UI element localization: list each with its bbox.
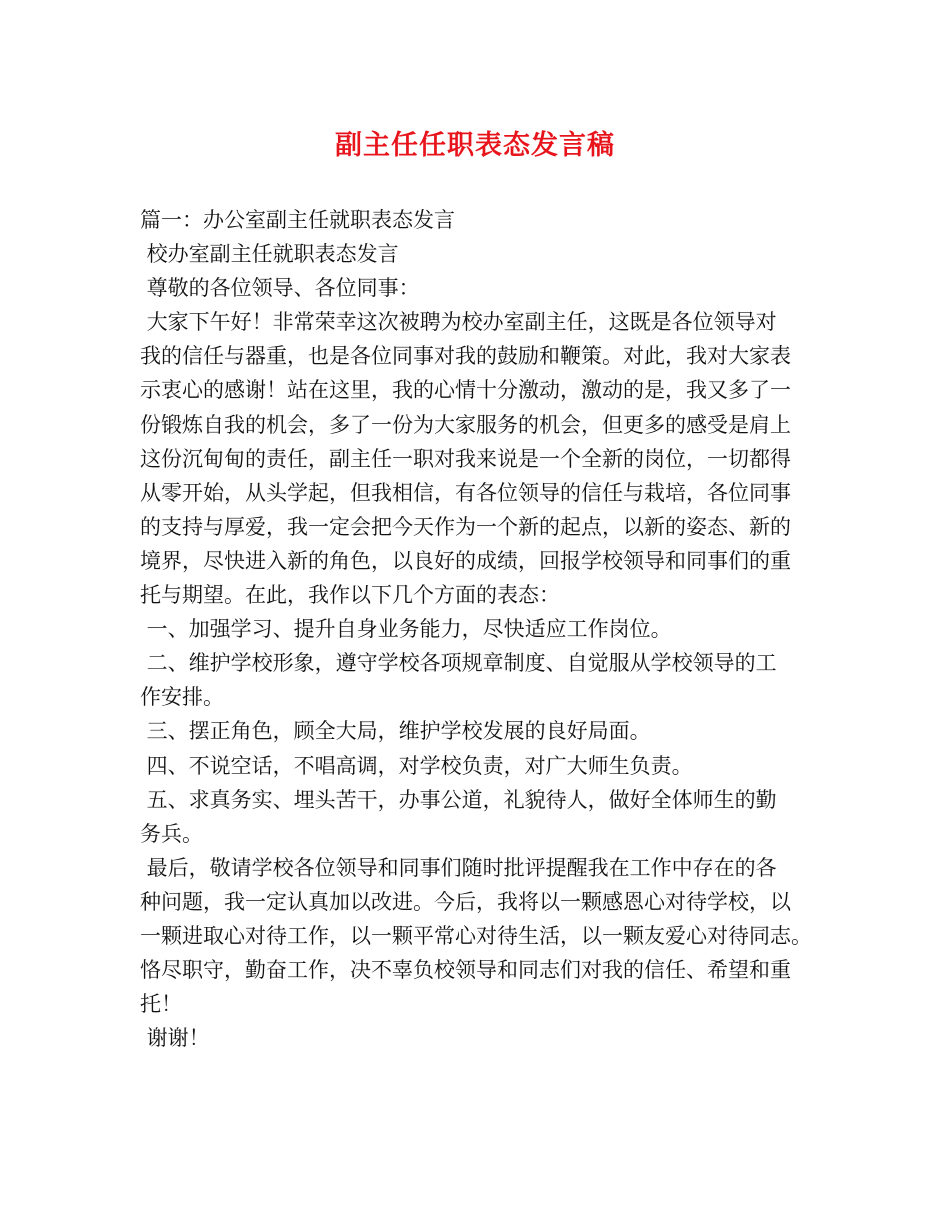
document-body (140, 203, 820, 1055)
body-line: 尊敬的各位领导、各位同事： (140, 276, 420, 301)
document-title: 副主任任职表态发言稿 (335, 130, 615, 161)
body-line: 三、摆正角色，顾全大局，维护学校发展的良好局面。 (140, 719, 651, 744)
body-line: 一颗进取心对待工作，以一颗平常心对待生活，以一颗友爱心对待同志。 (140, 923, 812, 948)
body-line: 最后，敬请学校各位领导和同事们随时批评提醒我在工作中存在的各 (140, 855, 777, 880)
body-line: 校办室副主任就职表态发言 (140, 242, 399, 267)
body-line: 务兵。 (140, 821, 203, 846)
body-line: 恪尽职守，勤奋工作，决不辜负校领导和同志们对我的信任、希望和重 (140, 958, 791, 983)
body-line: 境界，尽快进入新的角色，以良好的成绩，回报学校领导和同事们的重 (140, 548, 791, 573)
body-line: 的支持与厚爱，我一定会把今天作为一个新的起点，以新的姿态、新的 (140, 514, 791, 539)
body-line: 篇一：办公室副主任就职表态发言 (140, 208, 455, 232)
body-line: 托与期望。在此，我作以下几个方面的表态： (140, 583, 560, 608)
body-line: 从零开始，从头学起，但我相信，有各位领导的信任与栽培，各位同事 (140, 480, 791, 505)
body-line: 五、求真务实、埋头苦干，办事公道，礼貌待人，做好全体师生的勤 (140, 787, 777, 812)
body-line: 种问题，我一定认真加以改进。今后，我将以一颗感恩心对待学校，以 (140, 889, 791, 914)
body-line: 一、加强学习、提升自身业务能力，尽快适应工作岗位。 (140, 617, 672, 642)
body-line: 二、维护学校形象，遵守学校各项规章制度、自觉服从学校领导的工 (140, 651, 777, 676)
body-line: 大家下午好！非常荣幸这次被聘为校办室副主任，这既是各位领导对 (140, 310, 777, 335)
body-line: 示衷心的感谢！站在这里，我的心情十分激动，激动的是，我又多了一 (140, 378, 791, 403)
body-line: 作安排。 (140, 685, 224, 710)
body-line: 份锻炼自我的机会，多了一份为大家服务的机会，但更多的感受是肩上 (140, 412, 791, 437)
body-line: 我的信任与器重，也是各位同事对我的鼓励和鞭策。对此，我对大家表 (140, 344, 791, 369)
body-line: 这份沉甸甸的责任，副主任一职对我来说是一个全新的岗位，一切都得 (140, 446, 791, 471)
body-line: 托！ (140, 992, 182, 1017)
body-line: 谢谢！ (140, 1026, 210, 1051)
body-line: 四、不说空话，不唱高调，对学校负责，对广大师生负责。 (140, 753, 693, 778)
